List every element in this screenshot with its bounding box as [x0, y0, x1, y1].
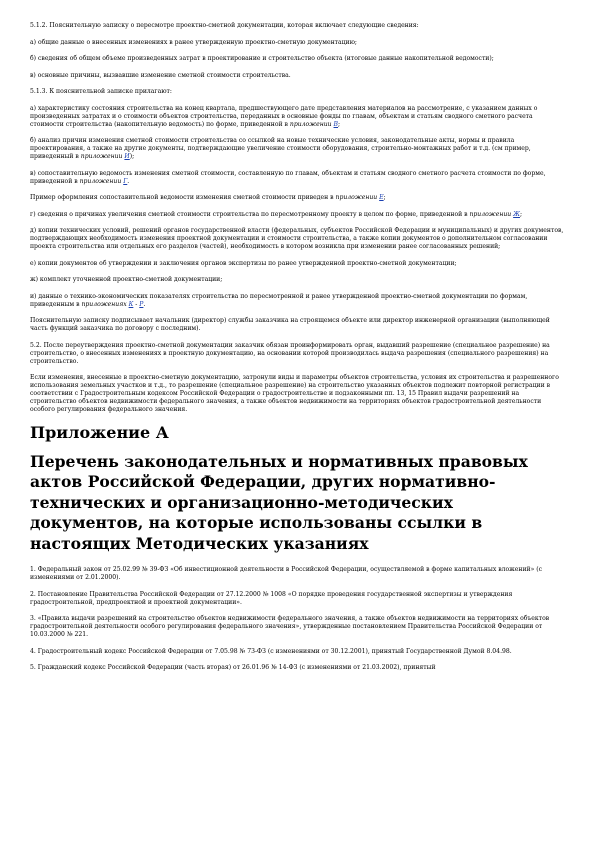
appendix-link[interactable]: В: [333, 120, 339, 128]
paragraph-text: а) общие данные о внесенных изменениях в ранее утвержденную проектно-сметную документацию;: [30, 38, 357, 46]
paragraph: [30, 194, 565, 202]
paragraph-text-tail: -: [133, 300, 140, 308]
appendix-link[interactable]: К: [128, 300, 134, 308]
appendix-ref-word: приложении: [469, 210, 514, 218]
paragraph: [30, 55, 565, 63]
paragraph: [30, 211, 565, 219]
paragraph: [30, 227, 565, 251]
paragraph: [30, 72, 565, 80]
paragraph-text: 5.2. После переутверждения проектно-сметной документации заказчик обязан проинформировать орган, выдавший разрешение (специальное разрешение) на строительство, о внесенных изменениях в проектную документацию, на основании которой производилась выдача разрешения (специального разрешения) на строительство.: [30, 341, 550, 365]
appendix-link[interactable]: Ж: [513, 210, 520, 218]
paragraph-text: 1. Федеральный закон от 25.02.99 № 39-ФЗ «Об инвестиционной деятельности в Российской Федерации, осуществляемой в форме капитальных вложений» (с изменениями от 2.01.2000).: [30, 566, 543, 581]
appendix-title: Перечень законодательных и нормативных правовых актов Российской Федерации, других нормативно-технических и организационно-методических документов, на которые использованы ссылки в настоящих Методических указаниях: [30, 451, 528, 553]
paragraph: [30, 342, 565, 366]
paragraph-text-tail: ;: [519, 210, 523, 218]
paragraph: [30, 293, 565, 309]
appendix-link[interactable]: И: [124, 153, 130, 160]
paragraph: [30, 88, 565, 96]
paragraph-text: Пример оформления сопоставительной ведомости изменения сметной стоимости приведен в: [30, 194, 336, 201]
paragraph-text: б) сведения об общем объеме произведенных затрат в проектирование и строительство объекта (итоговые данные накопительной ведомости);: [30, 55, 494, 62]
paragraph: [30, 591, 565, 607]
appendix-ref-word: приложении: [79, 177, 124, 185]
paragraph-text-tail: .: [143, 300, 146, 308]
document-page: [30, 22, 565, 681]
paragraph: [30, 566, 565, 582]
paragraphs-top: [30, 22, 565, 414]
paragraph: [30, 615, 565, 639]
paragraph: [30, 22, 565, 30]
paragraph-text: г) сведения о причинах увеличения сметной стоимости строительства по пересмотренному проекту в целом по форме, приведенной в: [30, 210, 470, 218]
paragraph: [30, 170, 565, 186]
paragraph-text: 3. «Правила выдачи разрешений на строительство объектов недвижимости федерального значения, а также объектов недвижимости на территориях объектов градостроительной деятельности особого регулирования федерального значения», утвержденные постановлением Правительства Российской Федерации от 10.03.2000 № 221.: [30, 615, 550, 638]
paragraph-text: Пояснительную записку подписывает начальник (директор) службы заказчика на строящемся объекте или директор инженерной организации (выполняющей часть функций заказчика по договору с последним).: [30, 317, 550, 332]
paragraph-text-tail: .: [127, 177, 130, 185]
paragraph: [30, 260, 565, 268]
paragraph-text: д) копии технических условий, решений органов государственной власти (федеральных, субъектов Российской Федерации и муниципальных) и других документов, подтверждающих необходимость изменения проектной документации и стоимости строительства, а также копии документов о дополнительном согласовании проекта строительства или отдельных его разделов (частей), необходимость в котором возникла при изменении ранее согласованных решений;: [30, 227, 564, 250]
paragraph-text: 5.1.3. К пояснительной записке прилагают:: [30, 88, 172, 95]
appendix-link[interactable]: Е: [379, 194, 384, 201]
paragraph-text: Если изменения, внесенные в проектно-сметную документацию, затронули виды и параметры объектов строительства, условия их строительства и разрешенного использования земельных участков и т.д., то разрешение (специальное разрешение) на строительство указанных объектов подлежит повторной регистрации в соответствии с Градостроительным кодексом Российской Федерации о градостроительстве и подзаконными пп. 13, 15 Правил выдачи разрешений на строительство объектов недвижимости федерального значения, а также объектов недвижимости на территориях объектов градостроительной деятельности особого регулирования федерального значения.: [30, 374, 559, 413]
appendix-ref-word: приложении: [335, 194, 380, 201]
appendix-ref-word: приложениях: [81, 300, 129, 308]
appendix-link[interactable]: Г: [123, 177, 128, 185]
paragraph-text-tail: ;: [338, 120, 341, 128]
paragraph-text: 2. Постановление Правительства Российской Федерации от 27.12.2000 № 1008 «О порядке проведения государственной экспертизы и утверждения градостроительной, предпроектной и проектной документации».: [30, 590, 513, 606]
paragraph-text-tail: );: [129, 153, 135, 160]
appendix-link[interactable]: Р: [139, 300, 144, 308]
paragraph-text: в) основные причины, вызвавшие изменение сметной стоимости строительства.: [30, 71, 291, 79]
paragraph-text: 5.1.2. Пояснительную записку о пересмотре проектно-сметной документации, которая включает следующие сведения:: [30, 22, 419, 29]
paragraph-text-tail: ;: [383, 194, 386, 201]
paragraph-text: а) характеристику состояния строительства на конец квартала, предшествующего дате представления материалов на рассмотрение, с указанием данных о произведенных затратах и о стоимости объектов строительства, переданных в основные фонды по главам, объектам и статьям сводного сметного расчета стоимости строительства (накопительную ведомость) по форме, приведенной в: [30, 104, 538, 128]
paragraph-text: в) сопоставительную ведомость изменения сметной стоимости, составленную по главам, объектам и статьям сводного сметного расчета стоимости по форме, приведенной в: [30, 169, 546, 185]
paragraph-text: ж) комплект уточненной проектно-сметной документации;: [30, 276, 223, 283]
paragraph: [30, 648, 565, 656]
paragraph: [30, 317, 565, 333]
paragraph-text: и) данные о технико-экономических показателях строительства по пересмотренной и ранее утвержденной проектно-сметной документации по формам, приведенным в: [30, 292, 528, 308]
paragraphs-bottom: [30, 566, 565, 672]
paragraph: [30, 105, 565, 129]
appendix-heading: Приложение А: [30, 422, 169, 442]
paragraph: [30, 39, 565, 47]
appendix-ref-word: приложении: [80, 153, 125, 160]
paragraph-text: б) анализ причин изменения сметной стоимости строительства со ссылкой на новые технические условия, законодательные акты, нормы и правила проектирования, а также на другие документы, подтверждающие увеличение стоимости оборудования, строительно-монтажных работ и т.д. (см пример, приведенный в: [30, 137, 531, 160]
paragraph-text: е) копии документов об утверждении и заключения органов экспертизы по ранее утвержденной проектно-сметной документации;: [30, 259, 457, 267]
paragraph-text: 4. Градостроительный кодекс Российской Федерации от 7.05.98 № 73-ФЗ (с изменениями от 30.12.2001), принятый Государственной Думой 8.04.98.: [30, 647, 512, 655]
paragraph: [30, 664, 565, 672]
paragraph: [30, 137, 565, 161]
paragraph: [30, 374, 565, 414]
paragraph-text: 5. Гражданский кодекс Российской Федерации (часть вторая) от 26.01.96 № 14-ФЗ (с изменениями от 21.03.2002), принятый: [30, 664, 436, 671]
appendix-ref-word: приложении: [289, 120, 334, 128]
paragraph: [30, 276, 565, 284]
